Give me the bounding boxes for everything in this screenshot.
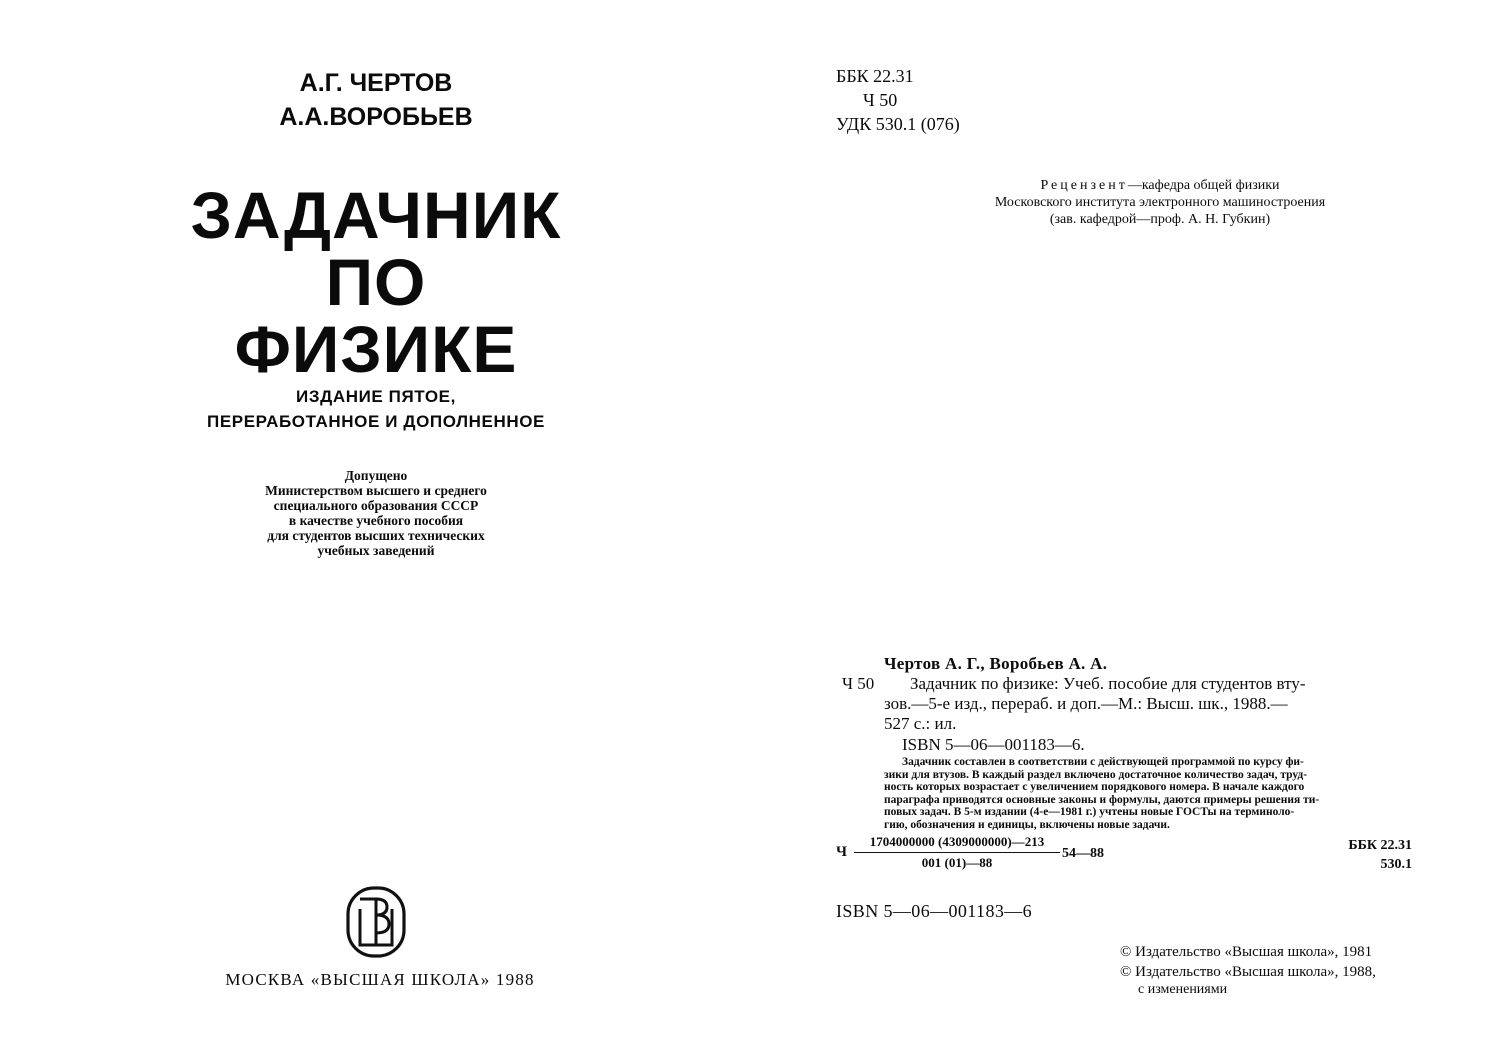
reviewer-label: Рецензент — [1040, 178, 1128, 193]
card-udk-code: 530.1 — [1380, 857, 1412, 872]
copyright-1981: © Издательство «Высшая школа», 1981 — [1120, 944, 1373, 960]
reviewer-note — [880, 177, 1440, 228]
right-page — [760, 0, 1500, 1060]
copyright-1988: © Издательство «Высшая школа», 1988, — [1120, 964, 1376, 980]
copyright-block — [1120, 942, 1376, 998]
annotation-line-2: зики для втузов. В каждый раздел включено достаточное количество задач, труд- — [884, 768, 1308, 781]
title-line-1: ЗАДАЧНИК — [190, 178, 562, 252]
approval-line-1: Допущено — [344, 468, 408, 483]
publisher-code-suffix: 54—88 — [1062, 846, 1104, 861]
annotation-line-3: ность которых возрастает с увеличением порядкового номера. В начале каждого — [884, 781, 1305, 794]
title-line-3: ФИЗИКЕ — [234, 312, 518, 386]
edition-line-1: ИЗДАНИЕ ПЯТОЕ, — [296, 387, 456, 406]
annotation-line-4: параграфа приводятся основные законы и формулы, даются примеры решения ти- — [884, 793, 1320, 806]
catalog-card-author: Чертов А. Г., Воробьев А. А. — [884, 654, 1108, 673]
copyright-note: с изменениями — [1138, 982, 1228, 997]
approval-stamp — [0, 468, 752, 558]
card-line-1: Задачник по физике: Учеб. пособие для студентов вту- — [910, 674, 1306, 693]
publisher-code-prefix: Ч — [836, 844, 848, 860]
annotation-line-5: повых задач. В 5-м издании (4-е—1981 г.) учтены новые ГОСТы на терминоло- — [884, 806, 1295, 819]
publisher-code-fraction — [854, 834, 1060, 871]
approval-line-3: специального образования СССР — [273, 498, 479, 513]
author-2: А.А.ВОРОБЬЕВ — [279, 103, 473, 131]
imprint: МОСКВА «ВЫСШАЯ ШКОЛА» 1988 — [225, 970, 535, 989]
reviewer-line-2: Московского института электронного машиностроения — [994, 195, 1326, 210]
reviewer-line-3: (зав. кафедрой—проф. А. Н. Губкин) — [1049, 212, 1271, 227]
edition-line-2: ПЕРЕРАБОТАННОЕ И ДОПОЛНЕННОЕ — [207, 412, 545, 431]
card-bbk-block — [1334, 836, 1412, 874]
book-title — [0, 178, 752, 386]
classification-block — [836, 64, 960, 136]
approval-line-2: Министерством высшего и среднего — [265, 483, 487, 498]
catalog-card-isbn: ISBN 5—06—001183—6. — [902, 735, 1085, 754]
catalog-card-index: Ч 50 — [842, 674, 875, 693]
approval-line-6: учебных заведений — [317, 543, 435, 558]
title-line-2: ПО — [325, 245, 427, 319]
approval-line-5: для студентов высших технических — [267, 528, 485, 543]
annotation-line-6: гию, обозначения и единицы, включены новые задачи. — [884, 818, 1170, 831]
publisher-code-numerator: 1704000000 (4309000000)—213 — [854, 834, 1060, 853]
reviewer-dept: —кафедра общей физики — [1127, 178, 1280, 193]
reviewer-line-1 — [880, 177, 1440, 194]
udk-code: УДК 530.1 (076) — [836, 114, 960, 134]
card-line-3: 527 с.: ил. — [884, 714, 957, 733]
author-mark: Ч 50 — [836, 90, 898, 110]
card-line-2: зов.—5-е изд., перераб. и доп.—М.: Высш. шк., 1988.— — [884, 694, 1288, 713]
bbk-code: ББК 22.31 — [836, 66, 914, 86]
publisher-vsh-logo-icon — [345, 885, 407, 959]
annotation-line-1: Задачник составлен в соответствии с действующей программой по курсу фи- — [902, 756, 1304, 768]
isbn: ISBN 5—06—001183—6 — [836, 901, 1033, 921]
authors — [0, 66, 752, 134]
catalog-card-description — [884, 674, 1412, 734]
annotation — [884, 756, 1414, 832]
edition-note — [0, 384, 752, 434]
author-1: А.Г. ЧЕРТОВ — [299, 69, 453, 97]
publisher-code-denominator: 001 (01)—88 — [921, 855, 993, 870]
approval-line-4: в качестве учебного пособия — [288, 513, 464, 528]
card-bbk-code: ББК 22.31 — [1348, 838, 1412, 853]
